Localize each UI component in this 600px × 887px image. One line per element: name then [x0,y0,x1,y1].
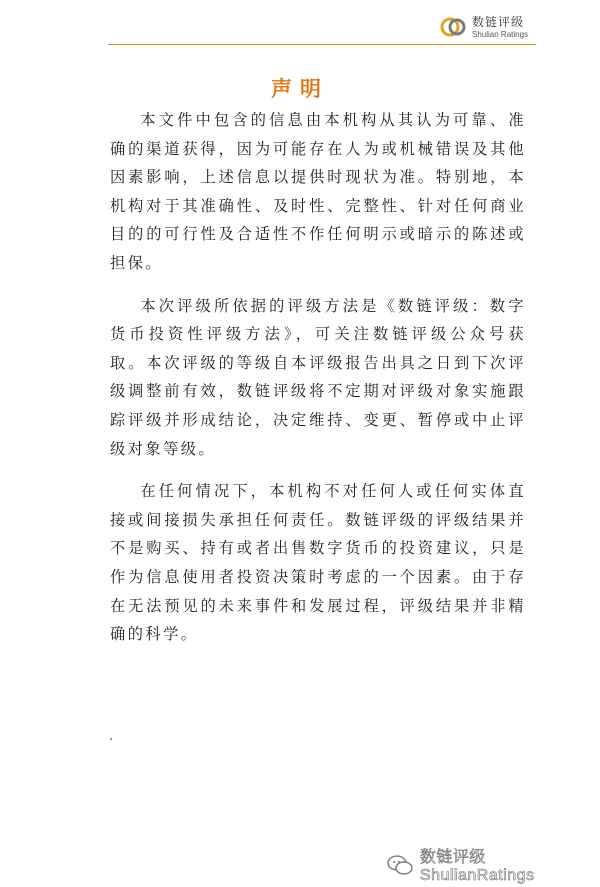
page-title: 声明 [271,77,329,101]
paragraph-1: 本文件中包含的信息由本机构从其认为可靠、准确的渠道获得，因为可能存在人为或机械错误及其他因素影响，上述信息以提供时现状为准。特别地，本机构对于其准确性、及时性、完整性、针对任何商业目的的可行性及合适性不作任何明示或暗示的陈述或担保。 [110,111,526,272]
paragraph-3: 在任何情况下，本机构不对任何人或任何实体直接或间接损失承担任何责任。数链评级的评级结果并不是购买、持有或者出售数字货币的投资建议，只是作为信息使用者投资决策时考虑的一个因素。由于存在无法预见的未来事件和发展过程，评级结果并非精确的科学。 [110,482,526,644]
logo-mark-icon [440,14,466,40]
disclaimer-body [110,106,526,663]
logo-cn: 数链评级 [472,14,525,29]
stray-dot [110,738,112,740]
paragraph-2: 本次评级所依据的评级方法是《数链评级：数字货币投资性评级方法》，可关注数链评级公众号获取。本次评级的等级自本评级报告出具之日到下次评级调整前有效，数链评级将不定期对评级对象实施跟踪评级并形成结论，决定维持、变更、暂停或中止评级对象等级。 [110,296,526,458]
logo-text [472,16,528,39]
wechat-icon [386,854,414,876]
header-logo [440,14,528,40]
watermark-text: 数链评级ShulianRatings [419,849,535,884]
header-divider [108,44,536,45]
logo-en: Shulian Ratings [472,29,529,39]
watermark [386,844,600,885]
